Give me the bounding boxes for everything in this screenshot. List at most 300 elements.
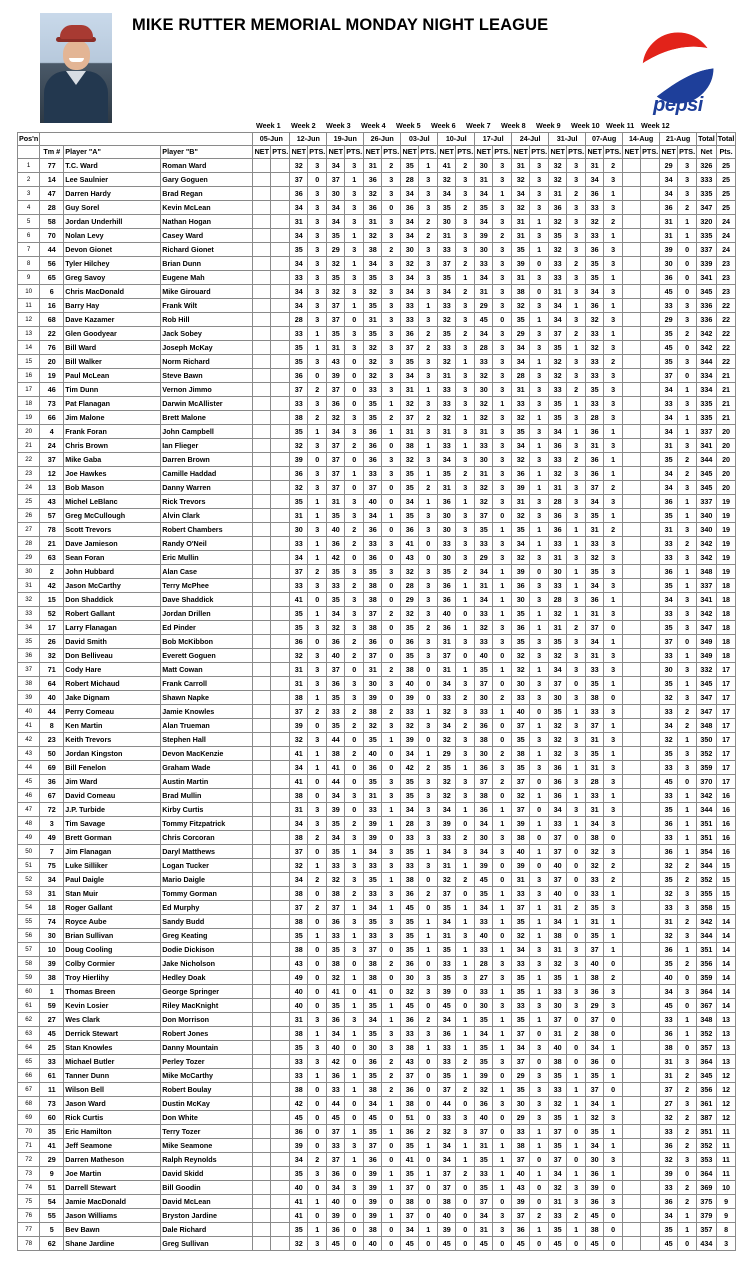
- team-number-cell: 8: [40, 719, 64, 733]
- score-cell: 1: [308, 537, 327, 551]
- score-cell: 32: [512, 201, 530, 215]
- player-a-cell: Stan Muir: [64, 887, 161, 901]
- score-cell: 39: [660, 1167, 678, 1181]
- score-cell: 0: [456, 887, 475, 901]
- score-cell: 1: [530, 1139, 549, 1153]
- score-cell: 31: [586, 523, 604, 537]
- player-a-cell: Jake Dignam: [64, 691, 161, 705]
- score-cell: 3: [456, 733, 475, 747]
- score-cell: 34: [290, 817, 308, 831]
- total-pts-cell: 9: [716, 1209, 736, 1223]
- score-cell: [641, 439, 660, 453]
- score-cell: 1: [345, 467, 364, 481]
- score-cell: 1: [530, 355, 549, 369]
- position-cell: 35: [18, 635, 40, 649]
- score-cell: 3: [530, 173, 549, 187]
- score-cell: 3: [456, 1111, 475, 1125]
- score-cell: 32: [660, 1111, 678, 1125]
- week-label: Week 10: [571, 121, 600, 130]
- score-cell: 1: [493, 985, 512, 999]
- score-cell: [253, 201, 271, 215]
- position-cell: 71: [18, 1139, 40, 1153]
- score-cell: 35: [364, 299, 382, 313]
- score-cell: 31: [549, 285, 567, 299]
- score-cell: 0: [604, 1083, 623, 1097]
- score-cell: 3: [567, 411, 586, 425]
- score-cell: 33: [586, 369, 604, 383]
- score-cell: 32: [512, 173, 530, 187]
- score-cell: 37: [475, 775, 493, 789]
- score-cell: 33: [475, 943, 493, 957]
- score-cell: 0: [345, 1237, 364, 1251]
- total-net-cell: 320: [697, 215, 717, 229]
- player-a-cell: Sean Foran: [64, 551, 161, 565]
- header-date: 05-Jun: [253, 133, 290, 146]
- score-cell: 38: [364, 957, 382, 971]
- table-row: [18, 1195, 736, 1209]
- score-cell: 29: [401, 593, 419, 607]
- score-cell: 3: [567, 173, 586, 187]
- score-cell: 3: [604, 985, 623, 999]
- position-cell: 51: [18, 859, 40, 873]
- table-row: [18, 243, 736, 257]
- total-pts-cell: 16: [716, 817, 736, 831]
- score-cell: 3: [345, 243, 364, 257]
- score-cell: 1: [493, 1041, 512, 1055]
- score-cell: 1: [567, 397, 586, 411]
- score-cell: 38: [586, 831, 604, 845]
- score-cell: 34: [290, 551, 308, 565]
- score-cell: 3: [419, 719, 438, 733]
- score-cell: 0: [493, 789, 512, 803]
- score-cell: 3: [345, 831, 364, 845]
- score-cell: 3: [530, 1083, 549, 1097]
- week-label: Week 3: [326, 121, 351, 130]
- total-net-cell: 351: [697, 831, 717, 845]
- player-a-cell: Guy Sorel: [64, 201, 161, 215]
- score-cell: 1: [308, 1223, 327, 1237]
- score-cell: 3: [308, 523, 327, 537]
- player-b-cell: Dustin McKay: [161, 1097, 253, 1111]
- team-number-cell: 46: [40, 383, 64, 397]
- score-cell: [623, 299, 641, 313]
- team-number-cell: 73: [40, 397, 64, 411]
- total-pts-cell: 18: [716, 621, 736, 635]
- score-cell: 3: [493, 285, 512, 299]
- score-cell: 3: [382, 313, 401, 327]
- player-a-cell: Tyler Hilchey: [64, 257, 161, 271]
- score-cell: [271, 1013, 290, 1027]
- team-number-cell: 51: [40, 1181, 64, 1195]
- score-cell: 30: [512, 1097, 530, 1111]
- player-b-cell: Randy O'Neil: [161, 537, 253, 551]
- total-pts-cell: 20: [716, 453, 736, 467]
- total-net-cell: 333: [697, 173, 717, 187]
- position-cell: 66: [18, 1069, 40, 1083]
- score-cell: 2: [567, 187, 586, 201]
- player-a-cell: Chris Brown: [64, 439, 161, 453]
- score-cell: 0: [530, 1027, 549, 1041]
- score-cell: 3: [567, 439, 586, 453]
- score-cell: 0: [419, 1069, 438, 1083]
- score-cell: 31: [660, 229, 678, 243]
- score-cell: 1: [530, 817, 549, 831]
- score-cell: 36: [660, 271, 678, 285]
- score-cell: 3: [419, 453, 438, 467]
- total-net-cell: 352: [697, 873, 717, 887]
- score-cell: 33: [438, 299, 456, 313]
- score-cell: 0: [419, 1237, 438, 1251]
- score-cell: 35: [327, 565, 345, 579]
- score-cell: 2: [382, 607, 401, 621]
- score-cell: 36: [660, 943, 678, 957]
- score-cell: 35: [364, 733, 382, 747]
- score-cell: 36: [327, 677, 345, 691]
- total-net-cell: 342: [697, 607, 717, 621]
- score-cell: 1: [493, 579, 512, 593]
- team-number-cell: 4: [40, 425, 64, 439]
- score-cell: 33: [475, 705, 493, 719]
- score-cell: 36: [290, 635, 308, 649]
- score-cell: 41: [327, 985, 345, 999]
- score-cell: 0: [308, 173, 327, 187]
- player-b-cell: Tommy Gorman: [161, 887, 253, 901]
- total-net-cell: 364: [697, 985, 717, 999]
- score-cell: 3: [604, 397, 623, 411]
- score-cell: 3: [567, 355, 586, 369]
- score-cell: 32: [549, 649, 567, 663]
- score-cell: 3: [456, 775, 475, 789]
- team-number-cell: 40: [40, 691, 64, 705]
- total-pts-cell: 20: [716, 439, 736, 453]
- total-pts-cell: 12: [716, 1083, 736, 1097]
- score-cell: 31: [512, 159, 530, 173]
- score-cell: [253, 1083, 271, 1097]
- total-pts-cell: 20: [716, 425, 736, 439]
- team-number-cell: 18: [40, 901, 64, 915]
- total-net-cell: 353: [697, 1153, 717, 1167]
- total-net-cell: 332: [697, 663, 717, 677]
- score-cell: 33: [512, 691, 530, 705]
- score-cell: 3: [493, 1055, 512, 1069]
- total-pts-cell: 15: [716, 859, 736, 873]
- score-cell: 29: [438, 747, 456, 761]
- score-cell: 2: [419, 411, 438, 425]
- player-b-cell: Matt Cowan: [161, 663, 253, 677]
- score-cell: 3: [456, 313, 475, 327]
- score-cell: 36: [327, 397, 345, 411]
- score-cell: [253, 411, 271, 425]
- score-cell: 0: [419, 1097, 438, 1111]
- header-net: NET: [327, 146, 345, 159]
- score-cell: 2: [308, 705, 327, 719]
- score-cell: 28: [401, 173, 419, 187]
- score-cell: 2: [382, 705, 401, 719]
- score-cell: [253, 719, 271, 733]
- team-number-cell: 17: [40, 621, 64, 635]
- score-cell: 38: [438, 1195, 456, 1209]
- score-cell: 33: [290, 1055, 308, 1069]
- score-cell: 1: [604, 1167, 623, 1181]
- score-cell: 3: [530, 957, 549, 971]
- team-number-cell: 25: [40, 1041, 64, 1055]
- player-a-cell: Brian Sullivan: [64, 929, 161, 943]
- score-cell: 3: [419, 201, 438, 215]
- score-cell: [623, 509, 641, 523]
- player-b-cell: Rob Hill: [161, 313, 253, 327]
- player-b-cell: Danny Warren: [161, 481, 253, 495]
- score-cell: 35: [549, 971, 567, 985]
- score-cell: 35: [586, 257, 604, 271]
- score-cell: 32: [586, 341, 604, 355]
- score-cell: 32: [401, 985, 419, 999]
- score-cell: [253, 467, 271, 481]
- score-cell: 0: [530, 831, 549, 845]
- score-cell: 34: [475, 1209, 493, 1223]
- player-a-cell: Royce Aube: [64, 915, 161, 929]
- score-cell: 1: [678, 943, 697, 957]
- score-cell: 37: [586, 481, 604, 495]
- score-cell: 3: [678, 985, 697, 999]
- player-a-cell: Jason Ward: [64, 1097, 161, 1111]
- score-cell: 35: [512, 425, 530, 439]
- score-cell: 0: [530, 257, 549, 271]
- score-cell: 3: [604, 173, 623, 187]
- score-cell: 3: [456, 677, 475, 691]
- score-cell: 3: [493, 845, 512, 859]
- score-cell: 1: [604, 453, 623, 467]
- score-cell: 34: [438, 285, 456, 299]
- score-cell: 45: [660, 341, 678, 355]
- score-cell: 0: [678, 971, 697, 985]
- score-cell: [623, 453, 641, 467]
- score-cell: 32: [586, 845, 604, 859]
- score-cell: 1: [678, 229, 697, 243]
- score-cell: 2: [456, 831, 475, 845]
- score-cell: 1: [419, 915, 438, 929]
- score-cell: 32: [549, 1097, 567, 1111]
- score-cell: 0: [419, 1153, 438, 1167]
- total-net-cell: 350: [697, 733, 717, 747]
- score-cell: 31: [401, 425, 419, 439]
- total-pts-cell: 8: [716, 1223, 736, 1237]
- position-cell: 20: [18, 425, 40, 439]
- score-cell: 34: [660, 467, 678, 481]
- score-cell: 3: [567, 551, 586, 565]
- score-cell: 3: [308, 649, 327, 663]
- score-cell: 40: [438, 1209, 456, 1223]
- score-cell: 1: [345, 845, 364, 859]
- score-cell: 0: [567, 1013, 586, 1027]
- score-cell: 40: [327, 1195, 345, 1209]
- score-cell: 35: [660, 957, 678, 971]
- score-cell: [253, 355, 271, 369]
- score-cell: 3: [530, 761, 549, 775]
- score-cell: 0: [678, 1041, 697, 1055]
- score-cell: 2: [456, 691, 475, 705]
- player-a-cell: Robert Michaud: [64, 677, 161, 691]
- player-b-cell: Mike McCarthy: [161, 1069, 253, 1083]
- player-b-cell: Alan Case: [161, 565, 253, 579]
- score-cell: 1: [493, 705, 512, 719]
- score-cell: [623, 1041, 641, 1055]
- table-row: [18, 551, 736, 565]
- score-cell: 2: [678, 915, 697, 929]
- score-cell: 0: [382, 943, 401, 957]
- score-cell: 1: [382, 999, 401, 1013]
- total-net-cell: 348: [697, 565, 717, 579]
- score-cell: 36: [290, 1125, 308, 1139]
- score-cell: 36: [290, 369, 308, 383]
- header-pts: PTS.: [493, 146, 512, 159]
- score-cell: 40: [327, 649, 345, 663]
- score-cell: [641, 831, 660, 845]
- score-cell: 31: [438, 369, 456, 383]
- score-cell: 33: [438, 341, 456, 355]
- table-row: [18, 495, 736, 509]
- player-b-cell: Devon MacKenzie: [161, 747, 253, 761]
- score-cell: 36: [586, 1167, 604, 1181]
- score-cell: 1: [419, 1223, 438, 1237]
- score-cell: 34: [660, 481, 678, 495]
- score-cell: 33: [586, 873, 604, 887]
- score-cell: 34: [586, 495, 604, 509]
- score-cell: 1: [308, 747, 327, 761]
- score-cell: 0: [456, 1209, 475, 1223]
- total-net-cell: 358: [697, 901, 717, 915]
- score-cell: 33: [512, 397, 530, 411]
- score-cell: 31: [586, 733, 604, 747]
- score-cell: 0: [382, 831, 401, 845]
- score-cell: 45: [660, 999, 678, 1013]
- score-cell: 35: [290, 607, 308, 621]
- player-b-cell: Nathan Hogan: [161, 215, 253, 229]
- score-cell: 35: [660, 355, 678, 369]
- position-cell: 31: [18, 579, 40, 593]
- score-cell: 0: [493, 313, 512, 327]
- score-cell: [271, 1069, 290, 1083]
- team-number-cell: 3: [40, 817, 64, 831]
- score-cell: 3: [567, 467, 586, 481]
- total-net-cell: 336: [697, 313, 717, 327]
- score-cell: 3: [456, 1125, 475, 1139]
- score-cell: 1: [678, 831, 697, 845]
- score-cell: 32: [290, 859, 308, 873]
- score-cell: 35: [364, 1069, 382, 1083]
- position-cell: 15: [18, 355, 40, 369]
- score-cell: 31: [438, 929, 456, 943]
- position-cell: 34: [18, 621, 40, 635]
- team-number-cell: 37: [40, 453, 64, 467]
- score-cell: 0: [419, 1181, 438, 1195]
- score-cell: 36: [401, 1013, 419, 1027]
- score-cell: [641, 971, 660, 985]
- score-cell: [271, 383, 290, 397]
- score-cell: [271, 733, 290, 747]
- position-cell: 53: [18, 887, 40, 901]
- total-pts-cell: 11: [716, 1125, 736, 1139]
- score-cell: 34: [586, 1139, 604, 1153]
- score-cell: 35: [475, 1181, 493, 1195]
- score-cell: 35: [438, 761, 456, 775]
- score-cell: 31: [475, 1223, 493, 1237]
- score-cell: 37: [327, 383, 345, 397]
- score-cell: 40: [438, 607, 456, 621]
- score-cell: [271, 523, 290, 537]
- score-cell: 30: [660, 257, 678, 271]
- score-cell: 1: [678, 677, 697, 691]
- total-net-cell: 337: [697, 495, 717, 509]
- team-number-cell: 64: [40, 677, 64, 691]
- score-cell: 35: [512, 761, 530, 775]
- score-cell: 1: [345, 999, 364, 1013]
- score-cell: 3: [678, 663, 697, 677]
- score-cell: 35: [660, 1223, 678, 1237]
- score-cell: 1: [493, 817, 512, 831]
- score-cell: [641, 257, 660, 271]
- table-row: [18, 719, 736, 733]
- score-cell: 2: [456, 285, 475, 299]
- score-cell: 29: [512, 1069, 530, 1083]
- score-cell: 34: [327, 789, 345, 803]
- score-cell: 35: [401, 509, 419, 523]
- score-cell: 33: [586, 663, 604, 677]
- score-cell: 1: [493, 523, 512, 537]
- score-cell: 34: [364, 1013, 382, 1027]
- score-cell: 1: [567, 705, 586, 719]
- score-cell: 1: [530, 901, 549, 915]
- score-cell: 3: [567, 271, 586, 285]
- score-cell: 3: [678, 173, 697, 187]
- score-cell: [253, 369, 271, 383]
- position-cell: 57: [18, 943, 40, 957]
- score-cell: 3: [456, 747, 475, 761]
- score-cell: 40: [364, 495, 382, 509]
- score-cell: 32: [512, 789, 530, 803]
- position-cell: 50: [18, 845, 40, 859]
- score-cell: 3: [567, 943, 586, 957]
- score-cell: 3: [678, 901, 697, 915]
- score-cell: 31: [586, 607, 604, 621]
- score-cell: 1: [530, 313, 549, 327]
- score-cell: 36: [549, 509, 567, 523]
- score-cell: 32: [549, 243, 567, 257]
- score-cell: 37: [512, 1209, 530, 1223]
- score-cell: 34: [549, 299, 567, 313]
- team-number-cell: 39: [40, 957, 64, 971]
- team-number-cell: 71: [40, 663, 64, 677]
- score-cell: 1: [604, 1125, 623, 1139]
- table-row: [18, 229, 736, 243]
- score-cell: [271, 1041, 290, 1055]
- score-cell: 32: [549, 215, 567, 229]
- score-cell: 1: [567, 607, 586, 621]
- score-cell: 1: [604, 327, 623, 341]
- player-a-cell: Joe Hawkes: [64, 467, 161, 481]
- score-cell: 2: [382, 411, 401, 425]
- player-a-cell: Thomas Breen: [64, 985, 161, 999]
- score-cell: 3: [530, 1111, 549, 1125]
- team-number-cell: 66: [40, 411, 64, 425]
- score-cell: 39: [364, 817, 382, 831]
- score-cell: 3: [678, 691, 697, 705]
- score-cell: [623, 1195, 641, 1209]
- score-cell: 1: [493, 943, 512, 957]
- score-cell: 35: [327, 271, 345, 285]
- score-cell: 3: [456, 971, 475, 985]
- score-cell: [623, 369, 641, 383]
- header-net: NET: [401, 146, 419, 159]
